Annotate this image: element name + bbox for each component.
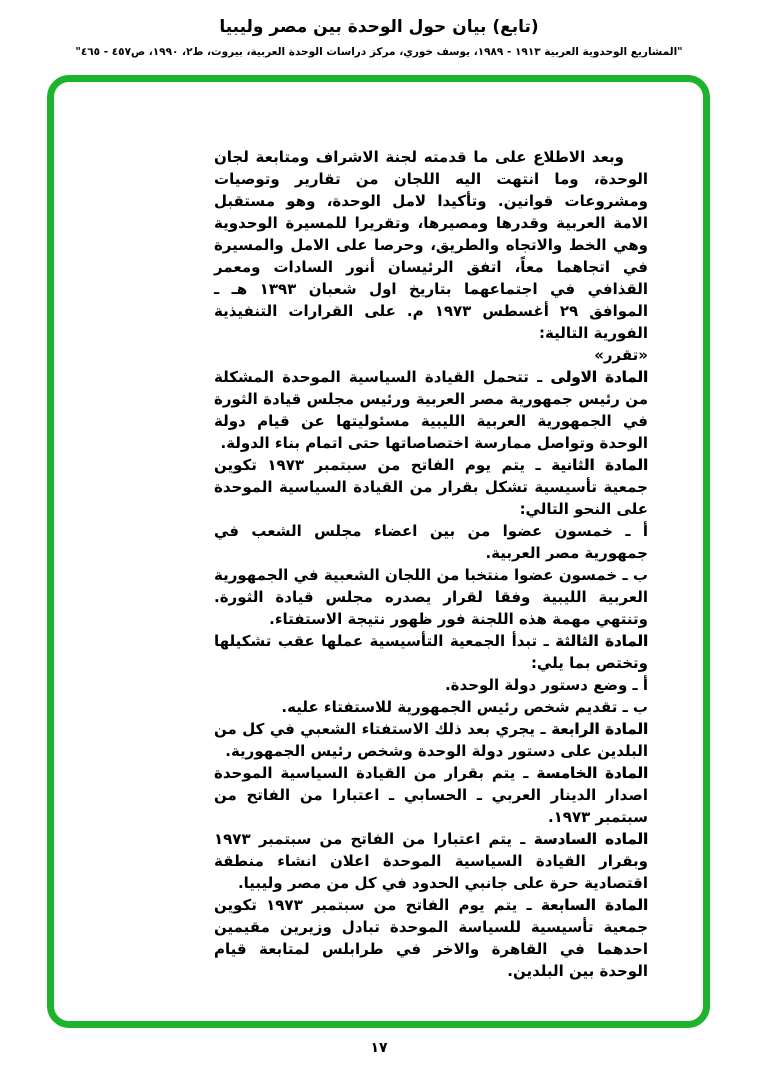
article-5 bbox=[214, 762, 648, 828]
source-citation: "المشاريع الوحدوية العربية ١٩١٣ - ١٩٨٩، يوسف خوري، مركز دراسات الوحدة العربية، بيروت، ط٢، ١٩٩٠، ص٤٥٧ - ٤٦٥" bbox=[75, 46, 683, 58]
article-1 bbox=[214, 366, 648, 454]
article-7 bbox=[214, 894, 648, 982]
article-lead: المادة السابعة bbox=[540, 896, 648, 914]
paragraph-text: ـ يتم يوم الفاتح من سبتمبر ١٩٧٣ تكوين جمعية تأسيسية تشكل بقرار من القيادة السياسية الموحدة على النحو التالي: bbox=[214, 456, 648, 518]
paragraph-text: ـ تبدأ الجمعية التأسيسية عملها عقب تشكيلها وتختص بما يلي: bbox=[214, 632, 648, 672]
article-2-item-b bbox=[214, 564, 648, 630]
decree-word bbox=[214, 344, 648, 366]
article-lead: المادة الاولى bbox=[550, 368, 648, 386]
article-2 bbox=[214, 454, 648, 520]
paragraph-text: «تقرر» bbox=[594, 346, 648, 364]
article-2-item-a bbox=[214, 520, 648, 564]
article-lead: المادة الخامسة bbox=[536, 764, 648, 782]
article-lead: المادة الثالثة bbox=[555, 632, 648, 650]
paragraph-text: ـ تتحمل القيادة السياسية الموحدة المشكلة من رئيس جمهورية مصر العربية ورئيس مجلس قيادة الثورة في الجمهورية العربية الليبية مسئوليتها عن قيام دولة الوحدة وتواصل ممارسة اختصاصاتها حتى اتمام بناء الدولة. bbox=[214, 368, 648, 452]
page-number: ١٧ bbox=[370, 1040, 388, 1056]
paragraph-text: أ ـ وضع دستور دولة الوحدة. bbox=[444, 676, 648, 694]
paragraph-text: وبعد الاطلاع على ما قدمته لجنة الاشراف ومتابعة لجان الوحدة، وما انتهت اليه اللجان من تقارير وتوصيات ومشروعات قوانين. وتأكيدا لامل الوحدة، وهو مستقبل الامة العربية وقدرها ومصيرها، وتقريرا للمسيرة الوحدوية وهي الخط والاتجاه والطريق، وحرصا على الامل والمسيرة في اتجاهما معاً، اتفق الرئيسان أنور السادات ومعمر القذافي في اجتماعهما بتاريخ اول شعبان ١٣٩٣ هـ ـ الموافق ٢٩ أغسطس ١٩٧٣ م. على القرارات التنفيذية الفورية التالية: bbox=[214, 148, 648, 342]
article-3-item-b bbox=[214, 696, 648, 718]
article-3-item-a bbox=[214, 674, 648, 696]
paragraph-text: ب ـ تقديم شخص رئيس الجمهورية للاستفتاء عليه. bbox=[281, 698, 648, 716]
document-body bbox=[214, 146, 648, 982]
page-header bbox=[0, 16, 758, 58]
article-6 bbox=[214, 828, 648, 894]
paragraph-text: ـ يتم يوم الفاتح من سبتمبر ١٩٧٣ تكوين جمعية تأسيسية للسياسة الموحدة تبادل وزيرين مقيمين احدهما في القاهرة والاخر في طرابلس لمتابعة قيام الوحدة بين البلدين. bbox=[214, 896, 648, 980]
paragraph-text: ـ يتم بقرار من القيادة السياسية الموحدة اصدار الدينار العربي ـ الحسابي ـ اعتبارا من الفاتح من سبتمبر ١٩٧٣. bbox=[214, 764, 648, 826]
paragraph-text: ب ـ خمسون عضوا منتخبا من اللجان الشعبية في الجمهورية العربية الليبية وفقا لقرار يصدره مجلس قيادة الثورة. وتنتهي مهمة هذه اللجنة فور ظهور نتيجة الاستفتاء. bbox=[214, 566, 648, 628]
article-lead: المادة الثانية bbox=[551, 456, 648, 474]
paragraph-text: أ ـ خمسون عضوا من بين اعضاء مجلس الشعب في جمهورية مصر العربية. bbox=[214, 522, 648, 562]
article-lead: المادة الرابعة bbox=[551, 720, 648, 738]
article-3 bbox=[214, 630, 648, 674]
article-lead: الماده السادسة bbox=[533, 830, 648, 848]
intro-paragraph bbox=[214, 146, 648, 344]
paragraph-text: ـ يتم اعتبارا من الفاتح من سبتمبر ١٩٧٣ وبقرار القيادة السياسية الموحدة اعلان انشاء منطقة اقتصادية حرة على جانبي الحدود في كل من مصر وليبيا. bbox=[214, 830, 648, 892]
document-title: (تابع) بيان حول الوحدة بين مصر وليبيا bbox=[219, 17, 539, 37]
article-4 bbox=[214, 718, 648, 762]
paragraph-text: ـ يجري بعد ذلك الاستفتاء الشعبي في كل من البلدين على دستور دولة الوحدة وشخص رئيس الجمهورية. bbox=[214, 720, 648, 760]
